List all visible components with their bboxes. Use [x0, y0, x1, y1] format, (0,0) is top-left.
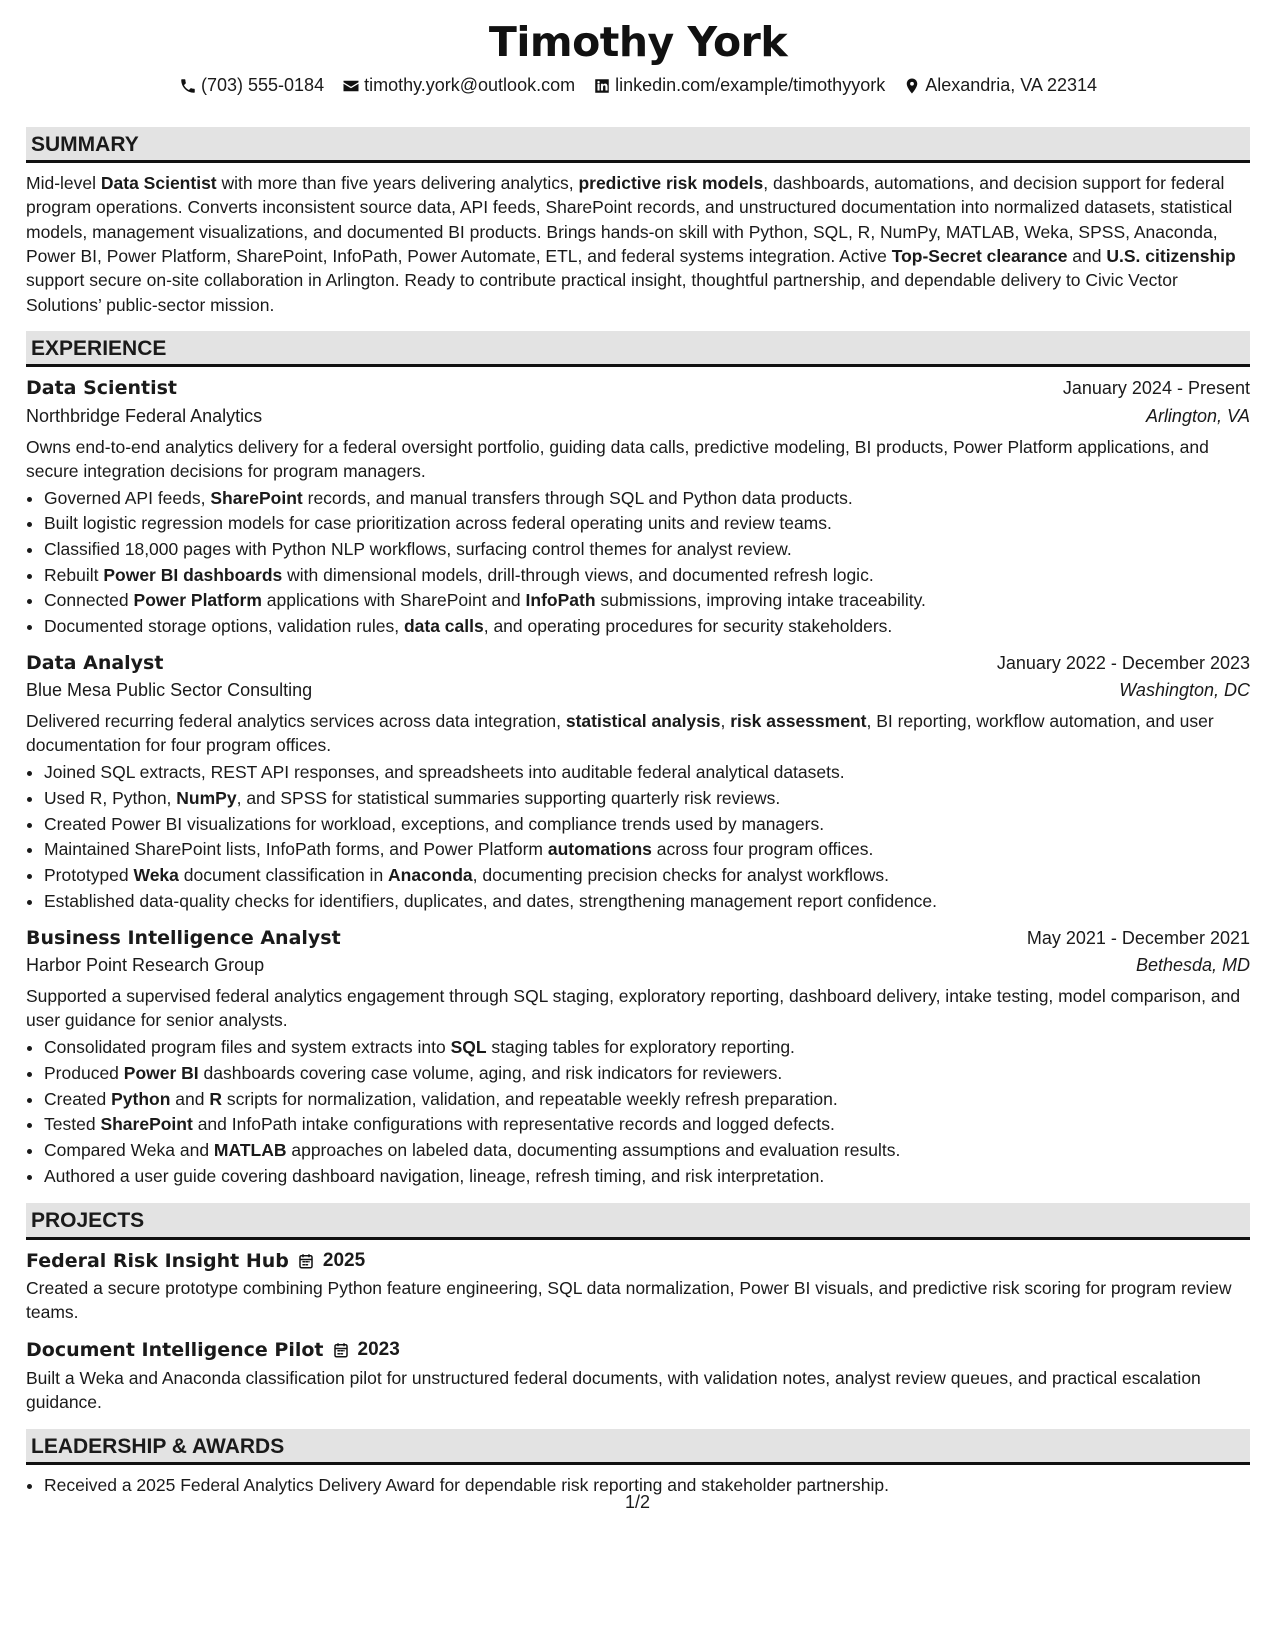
project-title: Federal Risk Insight Hub	[26, 1249, 289, 1272]
bullet-item	[44, 588, 1250, 614]
project-header	[26, 1248, 1250, 1275]
text-run: Received a 2025 Federal Analytics Delivery Award for dependable risk reporting and stakeholder partnership.	[44, 1474, 890, 1495]
text-run: Created	[44, 1088, 112, 1109]
text-run: Connected	[44, 590, 134, 611]
text-run: submissions, improving intake traceability.	[595, 590, 926, 611]
text-run: and InfoPath intake configurations with representative records and logged defects.	[192, 1114, 835, 1135]
bold-text: R	[209, 1088, 223, 1109]
text-run: Supported a supervised federal analytics engagement through SQL staging, exploratory reporting, dashboard delivery, intake testing, model comparison, and user guidance for senior analysts.	[26, 986, 1241, 1031]
project-year: 2023	[357, 1339, 400, 1361]
text-run: Authored a user guide covering dashboard navigation, lineage, refresh timing, and risk interpretation.	[44, 1165, 825, 1186]
text-run: ,	[720, 711, 731, 732]
job-company: Northbridge Federal Analytics	[26, 405, 263, 426]
text-run: and	[1067, 245, 1107, 266]
resume-page	[26, 18, 1250, 1499]
linkedin-icon	[593, 77, 611, 95]
text-run: Tested	[44, 1114, 101, 1135]
text-run: Created Power BI visualizations for workload, exceptions, and compliance trends used by managers.	[44, 813, 825, 834]
calendar-icon	[297, 1252, 315, 1270]
text-run: Joined SQL extracts, REST API responses, and spreadsheets into auditable federal analytical datasets.	[44, 762, 845, 783]
text-run: and	[170, 1088, 210, 1109]
text-run: Used R, Python,	[44, 788, 177, 809]
job-bullets	[26, 486, 1250, 640]
job-title: Data Analyst	[26, 651, 164, 674]
bullet-item	[44, 1087, 1250, 1113]
job-title-row	[26, 925, 1250, 953]
bullet-item	[44, 786, 1250, 812]
text-run: Produced	[44, 1062, 124, 1083]
linkedin-text: linkedin.com/example/timothyyork	[615, 75, 886, 96]
job-dates: January 2022 - December 2023	[996, 652, 1250, 673]
job-bullets	[26, 1035, 1250, 1189]
envelope-icon	[342, 77, 360, 95]
bullet-item	[44, 1112, 1250, 1138]
bold-text: predictive risk models	[578, 172, 764, 193]
job-company-row	[26, 952, 1250, 979]
text-run: , and SPSS for statistical summaries supporting quarterly risk reviews.	[236, 788, 781, 809]
phone-icon	[179, 77, 197, 95]
text-run: Consolidated program files and system extracts into	[44, 1037, 451, 1058]
project-header	[26, 1337, 1250, 1364]
text-run: Established data-quality checks for identifiers, duplicates, and dates, strengthening management report confidence.	[44, 890, 938, 911]
map-pin-icon	[903, 77, 921, 95]
bullet-item	[44, 1061, 1250, 1087]
job-entry	[26, 375, 1250, 640]
page-number: 1/2	[624, 1492, 651, 1512]
text-run: document classification in	[178, 865, 389, 886]
job-company: Blue Mesa Public Sector Consulting	[26, 680, 313, 701]
bold-text: InfoPath	[525, 590, 596, 611]
job-location: Washington, DC	[1119, 680, 1250, 701]
text-run: Owns end-to-end analytics delivery for a federal oversight portfolio, guiding data calls, predictive modeling, BI products, Power Platform applications, and secure integration decisions for program managers.	[26, 436, 1209, 481]
bold-text: Top-Secret clearance	[891, 245, 1068, 266]
job-title: Data Scientist	[26, 377, 177, 400]
contact-phone[interactable]	[179, 75, 324, 97]
projects-heading: PROJECTS	[26, 1203, 1250, 1239]
bold-text: NumPy	[176, 788, 237, 809]
candidate-name: Timothy York	[488, 18, 788, 66]
job-summary	[26, 710, 1250, 758]
bold-text: SharePoint	[100, 1114, 193, 1135]
project-description: Created a secure prototype combining Python feature engineering, SQL data normalization, Power BI visuals, and predictive risk scoring for program review teams.	[26, 1278, 1232, 1323]
bullet-item	[44, 614, 1250, 640]
job-company-row	[26, 677, 1250, 704]
job-title-row	[26, 650, 1250, 678]
text-run: Documented storage options, validation rules,	[44, 616, 404, 637]
text-run: , documenting precision checks for analyst workflows.	[472, 865, 889, 886]
summary-heading: SUMMARY	[26, 127, 1250, 163]
text-run: support secure on-site collaboration in Arlington. Ready to contribute practical insight, thoughtful partnership, and dependable delivery to Civic Vector Solutions’ public-sector mission.	[26, 270, 1178, 315]
text-run: , dashboards, automations, and decision support for federal program operations. Converts inconsistent source data, API feeds, SharePoint records, and unstructured documentation into normalized datasets, statistical models, management visualizations, and documented BI products. Brings hands-on skill with Python, SQL, R, NumPy, MATLAB, Weka, SPSS, Anaconda, Power BI, Power Platform, SharePoint, InfoPath, Power Automate, ETL, and federal systems integration. Active	[26, 172, 1233, 266]
bold-text: Python	[111, 1088, 171, 1109]
job-dates: January 2024 - Present	[1062, 378, 1250, 399]
contact-location	[903, 75, 1097, 97]
job-company: Harbor Point Research Group	[26, 955, 265, 976]
experience-heading: EXPERIENCE	[26, 331, 1250, 367]
text-run: Maintained SharePoint lists, InfoPath forms, and Power Platform	[44, 839, 548, 860]
text-run: Compared Weka and	[44, 1139, 214, 1160]
text-run: Mid-level	[26, 172, 101, 193]
text-run: Governed API feeds,	[44, 487, 211, 508]
text-run: Built logistic regression models for case prioritization across federal operating units and review teams.	[44, 513, 832, 534]
job-title-row	[26, 375, 1250, 403]
text-run: with dimensional models, drill-through views, and documented refresh logic.	[282, 564, 874, 585]
bold-text: automations	[547, 839, 652, 860]
text-run: Rebuilt	[44, 564, 104, 585]
job-title: Business Intelligence Analyst	[26, 926, 341, 949]
text-run: dashboards covering case volume, aging, and risk indicators for reviewers.	[198, 1062, 783, 1083]
job-location: Arlington, VA	[1145, 405, 1250, 426]
contact-bar	[26, 75, 1250, 97]
bullet-item	[44, 863, 1250, 889]
project-description: Built a Weka and Anaconda classification pilot for unstructured federal documents, with validation notes, analyst review queues, and practical escalation guidance.	[26, 1367, 1201, 1412]
text-run: across four program offices.	[651, 839, 874, 860]
bold-text: risk assessment	[730, 711, 867, 732]
summary-text	[26, 171, 1250, 317]
bold-text: Data Scientist	[100, 172, 217, 193]
bullet-item	[44, 760, 1250, 786]
text-run: staging tables for exploratory reporting.	[486, 1037, 795, 1058]
experience-list	[26, 375, 1250, 1189]
bullet-item	[44, 1035, 1250, 1061]
bold-text: Anaconda	[388, 865, 473, 886]
bullet-item	[44, 486, 1250, 512]
job-summary	[26, 985, 1250, 1033]
project-entry	[26, 1337, 1250, 1415]
job-entry	[26, 650, 1250, 915]
email-text: timothy.york@outlook.com	[364, 75, 576, 96]
job-bullets	[26, 760, 1250, 914]
bullet-item	[44, 1164, 1250, 1190]
bullet-item	[44, 563, 1250, 589]
bold-text: data calls	[403, 616, 484, 637]
job-dates: May 2021 - December 2021	[1026, 927, 1250, 948]
bullet-item	[44, 511, 1250, 537]
project-year: 2025	[322, 1249, 366, 1271]
calendar-icon	[332, 1341, 350, 1359]
text-run: with more than five years delivering analytics,	[216, 172, 579, 193]
bold-text: SQL	[450, 1037, 487, 1058]
bold-text: SharePoint	[210, 487, 303, 508]
project-entry	[26, 1248, 1250, 1326]
contact-email[interactable]	[342, 75, 575, 97]
text-run: , and operating procedures for security stakeholders.	[483, 616, 893, 637]
job-summary	[26, 436, 1250, 484]
bullet-item	[44, 837, 1250, 863]
leadership-heading: LEADERSHIP & AWARDS	[26, 1429, 1250, 1465]
projects-list	[26, 1248, 1250, 1415]
bold-text: Power BI dashboards	[103, 564, 283, 585]
bullet-item	[44, 812, 1250, 838]
text-run: scripts for normalization, validation, and repeatable weekly refresh preparation.	[222, 1088, 838, 1109]
contact-linkedin[interactable]	[593, 75, 885, 97]
bold-text: statistical analysis	[565, 711, 721, 732]
text-run: records, and manual transfers through SQL and Python data products.	[302, 487, 853, 508]
bold-text: U.S. citizenship	[1106, 245, 1236, 266]
text-run: applications with SharePoint and	[261, 590, 526, 611]
bullet-item	[44, 537, 1250, 563]
job-company-row	[26, 403, 1250, 430]
bold-text: Power Platform	[133, 590, 262, 611]
job-location: Bethesda, MD	[1135, 955, 1250, 976]
bullet-item	[44, 889, 1250, 915]
text-run: Delivered recurring federal analytics services across data integration,	[26, 711, 566, 732]
job-entry	[26, 925, 1250, 1190]
project-title: Document Intelligence Pilot	[26, 1339, 324, 1362]
text-run: , BI reporting, workflow automation, and user documentation for four program offices.	[26, 711, 1214, 756]
location-text: Alexandria, VA 22314	[925, 75, 1097, 96]
bold-text: Weka	[133, 865, 179, 886]
bold-text: MATLAB	[213, 1139, 287, 1160]
text-run: approaches on labeled data, documenting assumptions and evaluation results.	[286, 1139, 901, 1160]
text-run: Classified 18,000 pages with Python NLP workflows, surfacing control themes for analyst review.	[44, 538, 792, 559]
phone-text: (703) 555-0184	[200, 75, 325, 96]
bold-text: Power BI	[123, 1062, 199, 1083]
text-run: Prototyped	[44, 865, 134, 886]
bullet-item	[44, 1138, 1250, 1164]
